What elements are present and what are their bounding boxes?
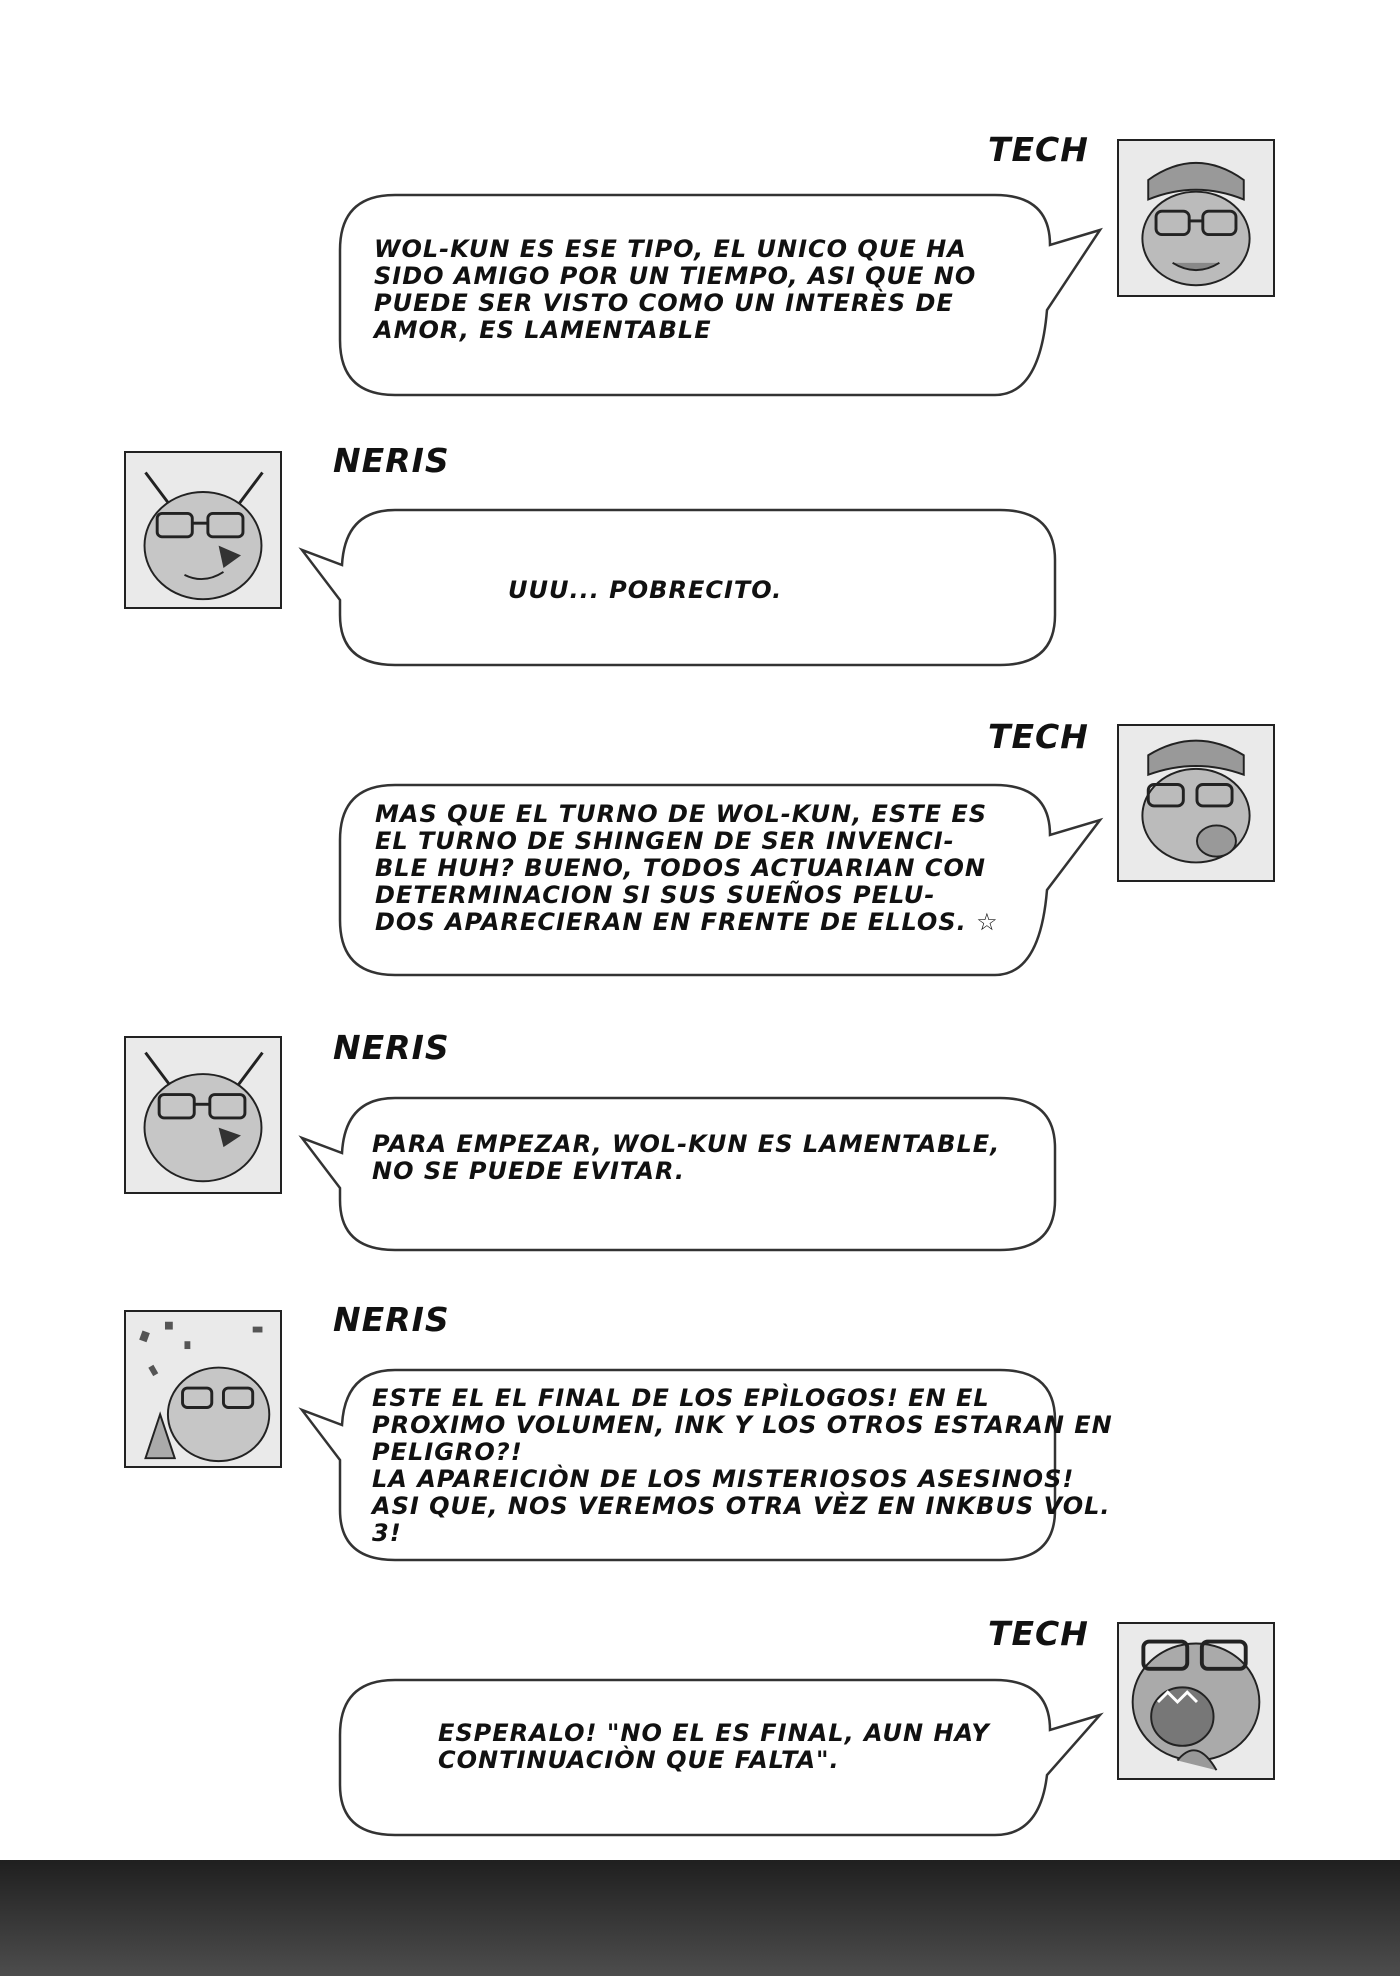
neris-portrait-icon: [124, 451, 282, 609]
neris-confetti-portrait-icon: [124, 1310, 282, 1468]
footer-bar: [0, 1860, 1400, 1976]
speaker-name-tech: TECH: [988, 130, 1089, 169]
dialogue-text: UUU... POBRECITO.: [508, 576, 783, 604]
speaker-name-neris: NERIS: [333, 441, 450, 480]
tech-portrait-icon: [1117, 724, 1275, 882]
dialogue-text: WOL-KUN ES ESE TIPO, EL UNICO QUE HA SIDO AMIGO POR UN TIEMPO, ASI QUE NO PUEDE SER VISTO COMO UN INTERÈS DE AMOR, ES LAMENTABLE: [374, 235, 977, 344]
tech-portrait-icon: [1117, 139, 1275, 297]
tech-shouting-portrait-icon: [1117, 1622, 1275, 1780]
speaker-name-tech: TECH: [988, 1614, 1089, 1653]
speaker-name-tech: TECH: [988, 717, 1089, 756]
dialogue-text: PARA EMPEZAR, WOL-KUN ES LAMENTABLE, NO SE PUEDE EVITAR.: [372, 1130, 1001, 1185]
dialogue-text: ESPERALO! "NO EL ES FINAL, AUN HAY CONTINUACIÒN QUE FALTA".: [438, 1719, 990, 1774]
neris-portrait-icon: [124, 1036, 282, 1194]
dialogue-text: ESTE EL EL FINAL DE LOS EPÌLOGOS! EN EL PROXIMO VOLUMEN, INK Y LOS OTROS ESTARAN EN PELIGRO?! LA APAREICIÒN DE LOS MISTERIOSOS ASESINOS! ASI QUE, NOS VEREMOS OTRA VÈZ EN INKBUS VOL. 3!: [372, 1384, 1113, 1547]
dialogue-text: MAS QUE EL TURNO DE WOL-KUN, ESTE ES EL TURNO DE SHINGEN DE SER INVENCI- BLE HUH? BUENO, TODOS ACTUARIAN CON DETERMINACION SI SUS SUEÑOS PELU- DOS APARECIERAN EN FRENTE DE ELLOS. ☆: [375, 800, 999, 936]
speaker-name-neris: NERIS: [333, 1300, 450, 1339]
speaker-name-neris: NERIS: [333, 1028, 450, 1067]
